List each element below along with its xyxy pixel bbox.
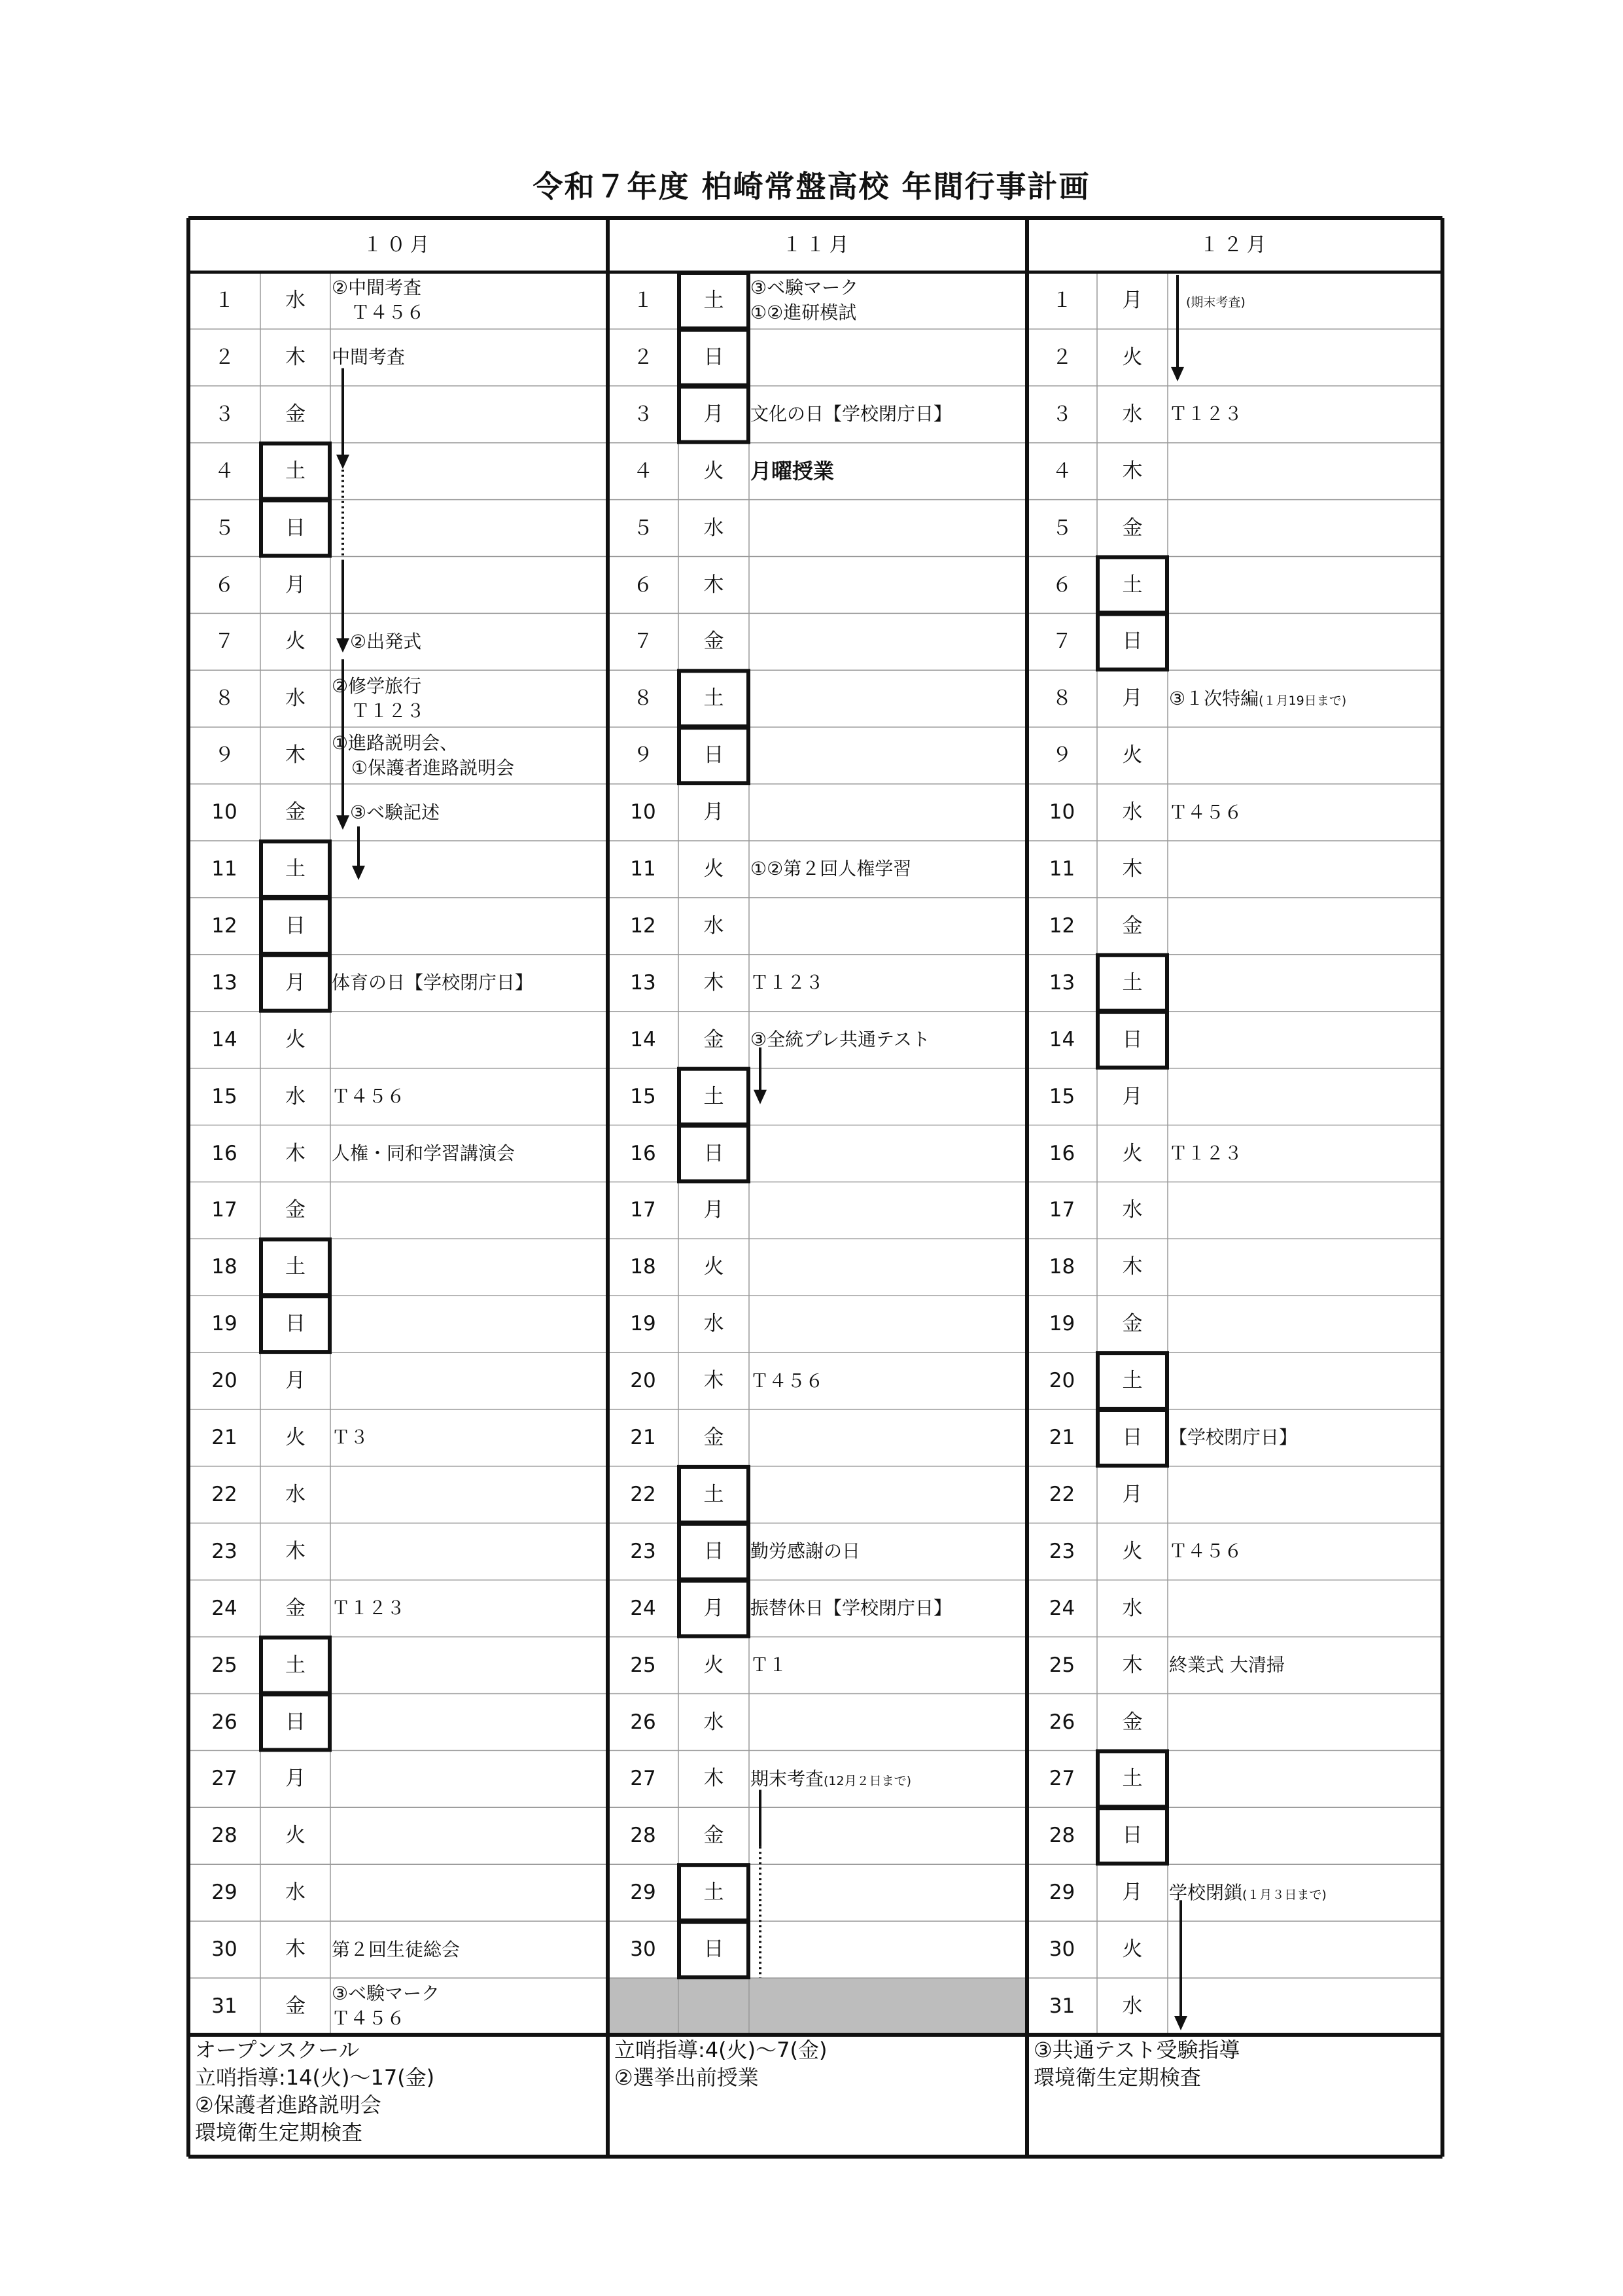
day-number: 18 bbox=[630, 1255, 656, 1279]
weekday: 日 bbox=[1122, 629, 1143, 654]
weekday: 金 bbox=[1122, 516, 1143, 540]
weekday: 月 bbox=[1122, 1084, 1143, 1108]
day-number: ９ bbox=[633, 743, 654, 768]
day-number: ９ bbox=[1052, 743, 1072, 768]
day-number: ２ bbox=[633, 345, 654, 369]
event-text bbox=[332, 1981, 602, 2031]
day-number: 27 bbox=[630, 1767, 656, 1791]
month-header: １０月 bbox=[362, 234, 434, 256]
day-number: ５ bbox=[1052, 516, 1072, 540]
day-number: 23 bbox=[211, 1539, 237, 1563]
event-text bbox=[1169, 1425, 1437, 1450]
day-number: 21 bbox=[1049, 1426, 1075, 1449]
weekday: 土 bbox=[703, 289, 724, 312]
day-number: 30 bbox=[1049, 1937, 1075, 1962]
event-line: 勤労感謝の日 bbox=[750, 1540, 861, 1563]
event-line: Ｔ１２３ bbox=[332, 1597, 406, 1619]
weekday: 火 bbox=[285, 1426, 305, 1449]
day-number: 30 bbox=[630, 1937, 656, 1962]
day-number: 24 bbox=[630, 1596, 656, 1620]
weekday: 日 bbox=[1122, 1027, 1143, 1051]
day-number: 14 bbox=[1049, 1027, 1075, 1051]
weekday: 日 bbox=[703, 345, 724, 369]
weekday: 木 bbox=[703, 1369, 724, 1393]
weekday: 木 bbox=[1122, 459, 1143, 483]
day-number: ５ bbox=[633, 516, 654, 540]
day-number: 28 bbox=[211, 1824, 237, 1848]
event-line: Ｔ１２３ bbox=[1169, 1142, 1243, 1164]
weekday: 水 bbox=[703, 1312, 724, 1336]
day-number: ８ bbox=[1052, 686, 1072, 711]
weekday: 土 bbox=[285, 857, 305, 881]
day-number: 11 bbox=[211, 857, 237, 881]
day-number: 21 bbox=[630, 1426, 656, 1449]
weekday: 火 bbox=[703, 459, 724, 483]
weekday: 土 bbox=[703, 1482, 724, 1506]
event-text bbox=[1169, 800, 1437, 825]
day-number: 15 bbox=[211, 1084, 237, 1108]
day-number: ２ bbox=[214, 345, 235, 369]
weekday: 土 bbox=[285, 1653, 305, 1677]
weekday: 火 bbox=[1122, 1937, 1143, 1962]
day-number: ４ bbox=[1052, 459, 1072, 483]
day-number: ７ bbox=[1052, 629, 1072, 654]
weekday: 金 bbox=[1122, 1312, 1143, 1336]
footer-line: 立哨指導:4(火)～7(金) bbox=[614, 2037, 828, 2062]
day-number: ７ bbox=[214, 629, 235, 654]
weekday: 水 bbox=[285, 289, 305, 312]
weekday: 木 bbox=[1122, 1255, 1143, 1279]
event-line: Ｔ１ bbox=[750, 1654, 788, 1676]
weekday: 土 bbox=[285, 459, 305, 483]
day-number: 18 bbox=[211, 1255, 237, 1279]
day-number: 20 bbox=[1049, 1369, 1075, 1393]
event-text bbox=[332, 970, 602, 995]
weekday: 月 bbox=[285, 1767, 305, 1791]
weekday: 木 bbox=[285, 345, 305, 369]
weekday: 日 bbox=[703, 743, 724, 768]
day-number: １ bbox=[633, 289, 654, 312]
day-number: 31 bbox=[1049, 1994, 1075, 2018]
zento-arrow-head bbox=[754, 1090, 767, 1104]
weekday: 月 bbox=[703, 800, 724, 824]
day-number: 25 bbox=[211, 1653, 237, 1677]
weekday: 日 bbox=[1122, 1426, 1143, 1449]
weekday: 月 bbox=[1122, 1881, 1143, 1905]
event-text bbox=[750, 275, 1022, 325]
event-line: 【学校閉庁日】 bbox=[1169, 1426, 1298, 1449]
event-line: ③ベ験記述 bbox=[350, 801, 440, 823]
day-number: 26 bbox=[211, 1710, 237, 1734]
event-line: Ｔ１２３ bbox=[1169, 403, 1243, 425]
day-number: 16 bbox=[1049, 1141, 1075, 1165]
event-line: Ｔ４５６ bbox=[351, 302, 425, 324]
weekday: 月 bbox=[1122, 686, 1143, 711]
weekday: 金 bbox=[285, 1596, 305, 1620]
event-text bbox=[750, 857, 1022, 881]
weekday: 火 bbox=[703, 857, 724, 881]
event-text bbox=[1169, 1539, 1437, 1564]
day-number: 14 bbox=[211, 1027, 237, 1051]
event-text bbox=[332, 1425, 602, 1450]
day-number: 21 bbox=[211, 1426, 237, 1449]
footer-line: 立哨指導:14(火)～17(金) bbox=[195, 2064, 435, 2090]
day-number: 19 bbox=[630, 1312, 656, 1336]
day-number: 29 bbox=[630, 1881, 656, 1905]
weekday: 水 bbox=[1122, 1994, 1143, 2018]
weekday: 日 bbox=[285, 1710, 305, 1734]
day-number: 10 bbox=[1049, 800, 1075, 824]
weekday: 日 bbox=[285, 516, 305, 540]
event-line: 期末考査(12月２日まで) bbox=[750, 1767, 912, 1790]
weekday: 火 bbox=[1122, 1539, 1143, 1563]
month-footer bbox=[614, 2036, 827, 2091]
event-text bbox=[750, 1027, 1022, 1052]
day-number: 13 bbox=[630, 970, 656, 995]
event-line: ③ベ験マーク bbox=[750, 277, 859, 299]
weekday: 日 bbox=[703, 1141, 724, 1165]
event-text bbox=[332, 345, 602, 370]
event-line: ①②第２回人権学習 bbox=[750, 858, 912, 880]
weekday: 水 bbox=[285, 686, 305, 711]
event-text bbox=[332, 731, 602, 781]
weekday: 火 bbox=[703, 1255, 724, 1279]
weekday: 火 bbox=[285, 629, 305, 654]
dec-exam-arrow-head bbox=[1171, 367, 1184, 381]
footer-line: ③共通テスト受験指導 bbox=[1034, 2037, 1240, 2062]
event-text bbox=[1169, 1881, 1437, 1907]
day-number: ４ bbox=[633, 459, 654, 483]
empty-day-cell bbox=[608, 1978, 1027, 2035]
weekday: 水 bbox=[285, 1084, 305, 1108]
day-number: 13 bbox=[1049, 970, 1075, 995]
day-number: 17 bbox=[1049, 1198, 1075, 1222]
footer-line: 環境衛生定期検査 bbox=[195, 2119, 363, 2145]
day-number: １ bbox=[1052, 289, 1072, 312]
day-number: 20 bbox=[211, 1369, 237, 1393]
weekday: 水 bbox=[1122, 800, 1143, 824]
event-text bbox=[332, 1596, 602, 1621]
weekday: 火 bbox=[1122, 743, 1143, 768]
weekday: 月 bbox=[285, 573, 305, 597]
weekday: 火 bbox=[703, 1653, 724, 1677]
day-number: 19 bbox=[1049, 1312, 1075, 1336]
weekday: 土 bbox=[703, 1881, 724, 1905]
day-number: ８ bbox=[214, 686, 235, 711]
day-number: 11 bbox=[1049, 857, 1075, 881]
event-line: 終業式 大清掃 bbox=[1169, 1654, 1285, 1676]
weekday: 火 bbox=[285, 1824, 305, 1848]
day-number: 11 bbox=[630, 857, 656, 881]
weekday: 金 bbox=[285, 1198, 305, 1222]
event-line: Ｔ４５６ bbox=[750, 1369, 824, 1392]
day-number: 23 bbox=[630, 1539, 656, 1563]
day-number: 15 bbox=[630, 1084, 656, 1108]
weekday: 日 bbox=[285, 913, 305, 938]
event-text bbox=[750, 1767, 1022, 1793]
kijutsu-arrow-head bbox=[352, 866, 365, 880]
month-header: １１月 bbox=[782, 234, 853, 256]
weekday: 月 bbox=[285, 970, 305, 995]
day-number: 13 bbox=[211, 970, 237, 995]
weekday: 日 bbox=[703, 1937, 724, 1962]
event-text bbox=[750, 1596, 1022, 1621]
day-number: ６ bbox=[633, 573, 654, 597]
event-text bbox=[332, 1084, 602, 1109]
day-number: 16 bbox=[211, 1141, 237, 1165]
event-text bbox=[750, 1653, 1022, 1678]
day-number: ７ bbox=[633, 629, 654, 654]
weekday: 土 bbox=[1122, 1767, 1143, 1791]
weekday: 木 bbox=[703, 573, 724, 597]
day-number: 29 bbox=[211, 1881, 237, 1905]
day-number: 17 bbox=[211, 1198, 237, 1222]
day-number: 25 bbox=[630, 1653, 656, 1677]
weekday: 金 bbox=[703, 629, 724, 654]
footer-line: ②保護者進路説明会 bbox=[195, 2092, 381, 2117]
weekday: 月 bbox=[1122, 1482, 1143, 1506]
weekday: 木 bbox=[1122, 857, 1143, 881]
weekday: 水 bbox=[703, 516, 724, 540]
closure-arrow-head bbox=[1174, 2016, 1187, 2030]
footer-line: オープンスクール bbox=[195, 2037, 360, 2062]
page-title: 令和７年度 柏崎常盤高校 年間行事計画 bbox=[532, 169, 1091, 204]
footer-line: ②選挙出前授業 bbox=[614, 2064, 759, 2090]
event-text bbox=[332, 800, 602, 825]
day-number: ８ bbox=[633, 686, 654, 711]
month-header: １２月 bbox=[1199, 234, 1270, 256]
event-text bbox=[750, 459, 1022, 484]
day-number: 23 bbox=[1049, 1539, 1075, 1563]
event-note: (12月２日まで) bbox=[824, 1773, 912, 1788]
day-number: 20 bbox=[630, 1369, 656, 1393]
event-text bbox=[1169, 288, 1437, 315]
day-number: 27 bbox=[211, 1767, 237, 1791]
event-text bbox=[332, 1937, 602, 1962]
weekday: 金 bbox=[703, 1824, 724, 1848]
weekday: 火 bbox=[1122, 345, 1143, 369]
weekday: 木 bbox=[285, 1539, 305, 1563]
weekday: 月 bbox=[703, 402, 724, 426]
day-number: 29 bbox=[1049, 1881, 1075, 1905]
weekday: 土 bbox=[1122, 1369, 1143, 1393]
weekday: 水 bbox=[1122, 402, 1143, 426]
event-note: (１月３日まで) bbox=[1242, 1887, 1327, 1902]
event-line: ②中間考査 bbox=[332, 277, 422, 299]
event-line: ②出発式 bbox=[350, 630, 422, 652]
weekday: 金 bbox=[285, 1994, 305, 2018]
event-text bbox=[332, 1141, 602, 1166]
weekday: 木 bbox=[285, 743, 305, 768]
day-number: ６ bbox=[1052, 573, 1072, 597]
weekday: 水 bbox=[1122, 1198, 1143, 1222]
day-number: 27 bbox=[1049, 1767, 1075, 1791]
weekday: 金 bbox=[703, 1426, 724, 1449]
event-line: 第２回生徒総会 bbox=[332, 1938, 461, 1960]
day-number: 18 bbox=[1049, 1255, 1075, 1279]
weekday: 木 bbox=[285, 1937, 305, 1962]
event-line: ①保護者進路説明会 bbox=[351, 756, 515, 779]
midterm-period-arrow-head bbox=[336, 455, 349, 469]
event-line: 学校閉鎖(１月３日まで) bbox=[1169, 1881, 1327, 1903]
day-number: 15 bbox=[1049, 1084, 1075, 1108]
day-number: 22 bbox=[211, 1482, 237, 1506]
weekday: 日 bbox=[703, 1539, 724, 1563]
event-line: ③１次特編(１月19日まで) bbox=[1169, 687, 1347, 709]
day-number: ９ bbox=[214, 743, 235, 768]
event-line: ③ベ験マーク bbox=[332, 1983, 440, 2005]
weekday: 木 bbox=[703, 1767, 724, 1791]
day-number: 24 bbox=[211, 1596, 237, 1620]
day-number: 12 bbox=[211, 913, 237, 938]
event-text bbox=[1169, 1141, 1437, 1166]
weekday: 土 bbox=[285, 1255, 305, 1279]
day-number: 10 bbox=[211, 800, 237, 824]
event-line: 人権・同和学習講演会 bbox=[332, 1142, 515, 1164]
weekday: 日 bbox=[285, 1312, 305, 1336]
footer-line: 環境衛生定期検査 bbox=[1034, 2064, 1202, 2090]
weekday: 金 bbox=[1122, 1710, 1143, 1734]
event-text bbox=[1169, 686, 1437, 713]
event-line: 中間考査 bbox=[332, 346, 406, 368]
weekday: 火 bbox=[285, 1027, 305, 1051]
event-note: (１月19日まで) bbox=[1259, 693, 1347, 708]
weekday: 火 bbox=[1122, 1141, 1143, 1165]
weekday: 月 bbox=[1122, 289, 1143, 312]
day-number: 28 bbox=[1049, 1824, 1075, 1848]
event-line: Ｔ４５６ bbox=[1169, 801, 1243, 823]
weekday: 月 bbox=[703, 1198, 724, 1222]
event-line: 体育の日【学校閉庁日】 bbox=[332, 972, 534, 994]
day-number: 17 bbox=[630, 1198, 656, 1222]
day-number: 12 bbox=[630, 913, 656, 938]
weekday: 金 bbox=[703, 1027, 724, 1051]
day-number: ２ bbox=[1052, 345, 1072, 369]
weekday: 木 bbox=[1122, 1653, 1143, 1677]
day-number: 31 bbox=[211, 1994, 237, 2018]
event-line: ③全統プレ共通テスト bbox=[750, 1029, 930, 1051]
weekday: 日 bbox=[1122, 1824, 1143, 1848]
event-line: ①②進研模試 bbox=[750, 302, 857, 324]
day-number: 30 bbox=[211, 1937, 237, 1962]
weekday: 水 bbox=[1122, 1596, 1143, 1620]
day-number: ３ bbox=[214, 402, 235, 426]
event-text bbox=[332, 629, 602, 654]
event-line: 振替休日【学校閉庁日】 bbox=[750, 1597, 952, 1619]
weekday: 木 bbox=[285, 1141, 305, 1165]
day-number: 10 bbox=[630, 800, 656, 824]
event-text bbox=[750, 970, 1022, 995]
event-text bbox=[332, 275, 602, 325]
weekday: 水 bbox=[703, 913, 724, 938]
day-number: 26 bbox=[1049, 1710, 1075, 1734]
day-number: ３ bbox=[633, 402, 654, 426]
day-number: 25 bbox=[1049, 1653, 1075, 1677]
event-line: ①進路説明会、 bbox=[332, 732, 459, 754]
weekday: 土 bbox=[1122, 970, 1143, 995]
event-text bbox=[750, 402, 1022, 427]
month-footer bbox=[1034, 2036, 1240, 2091]
month-footer bbox=[195, 2036, 434, 2146]
event-line: Ｔ１２３ bbox=[351, 699, 425, 722]
weekday: 土 bbox=[1122, 573, 1143, 597]
event-text bbox=[750, 1539, 1022, 1564]
day-number: 28 bbox=[630, 1824, 656, 1848]
event-line: Ｔ４５６ bbox=[332, 2007, 406, 2030]
weekday: 水 bbox=[285, 1881, 305, 1905]
event-text bbox=[1169, 1653, 1437, 1678]
weekday: 水 bbox=[703, 1710, 724, 1734]
weekday: 金 bbox=[285, 800, 305, 824]
day-number: ４ bbox=[214, 459, 235, 483]
event-line: Ｔ４５６ bbox=[332, 1086, 406, 1108]
weekday: 水 bbox=[285, 1482, 305, 1506]
event-text bbox=[332, 674, 602, 724]
event-line: Ｔ３ bbox=[332, 1426, 369, 1449]
event-line: Ｔ４５６ bbox=[1169, 1540, 1243, 1563]
event-line: 文化の日【学校閉庁日】 bbox=[750, 403, 952, 425]
weekday: 金 bbox=[1122, 913, 1143, 938]
event-line: 月曜授業 bbox=[750, 459, 835, 484]
event-note: (期末考査) bbox=[1186, 295, 1246, 310]
event-line: ②修学旅行 bbox=[332, 675, 422, 697]
weekday: 土 bbox=[703, 686, 724, 711]
day-number: 24 bbox=[1049, 1596, 1075, 1620]
day-number: 22 bbox=[1049, 1482, 1075, 1506]
day-number: ３ bbox=[1052, 402, 1072, 426]
day-number: 16 bbox=[630, 1141, 656, 1165]
weekday: 金 bbox=[285, 402, 305, 426]
weekday: 土 bbox=[703, 1084, 724, 1108]
event-text bbox=[750, 1369, 1022, 1394]
day-number: 22 bbox=[630, 1482, 656, 1506]
day-number: ６ bbox=[214, 573, 235, 597]
day-number: 14 bbox=[630, 1027, 656, 1051]
weekday: 月 bbox=[285, 1369, 305, 1393]
day-number: 12 bbox=[1049, 913, 1075, 938]
event-line: Ｔ１２３ bbox=[750, 972, 824, 994]
day-number: ５ bbox=[214, 516, 235, 540]
day-number: 26 bbox=[630, 1710, 656, 1734]
day-number: １ bbox=[214, 289, 235, 312]
event-text bbox=[1169, 402, 1437, 427]
weekday: 木 bbox=[703, 970, 724, 995]
weekday: 月 bbox=[703, 1596, 724, 1620]
day-number: 19 bbox=[211, 1312, 237, 1336]
